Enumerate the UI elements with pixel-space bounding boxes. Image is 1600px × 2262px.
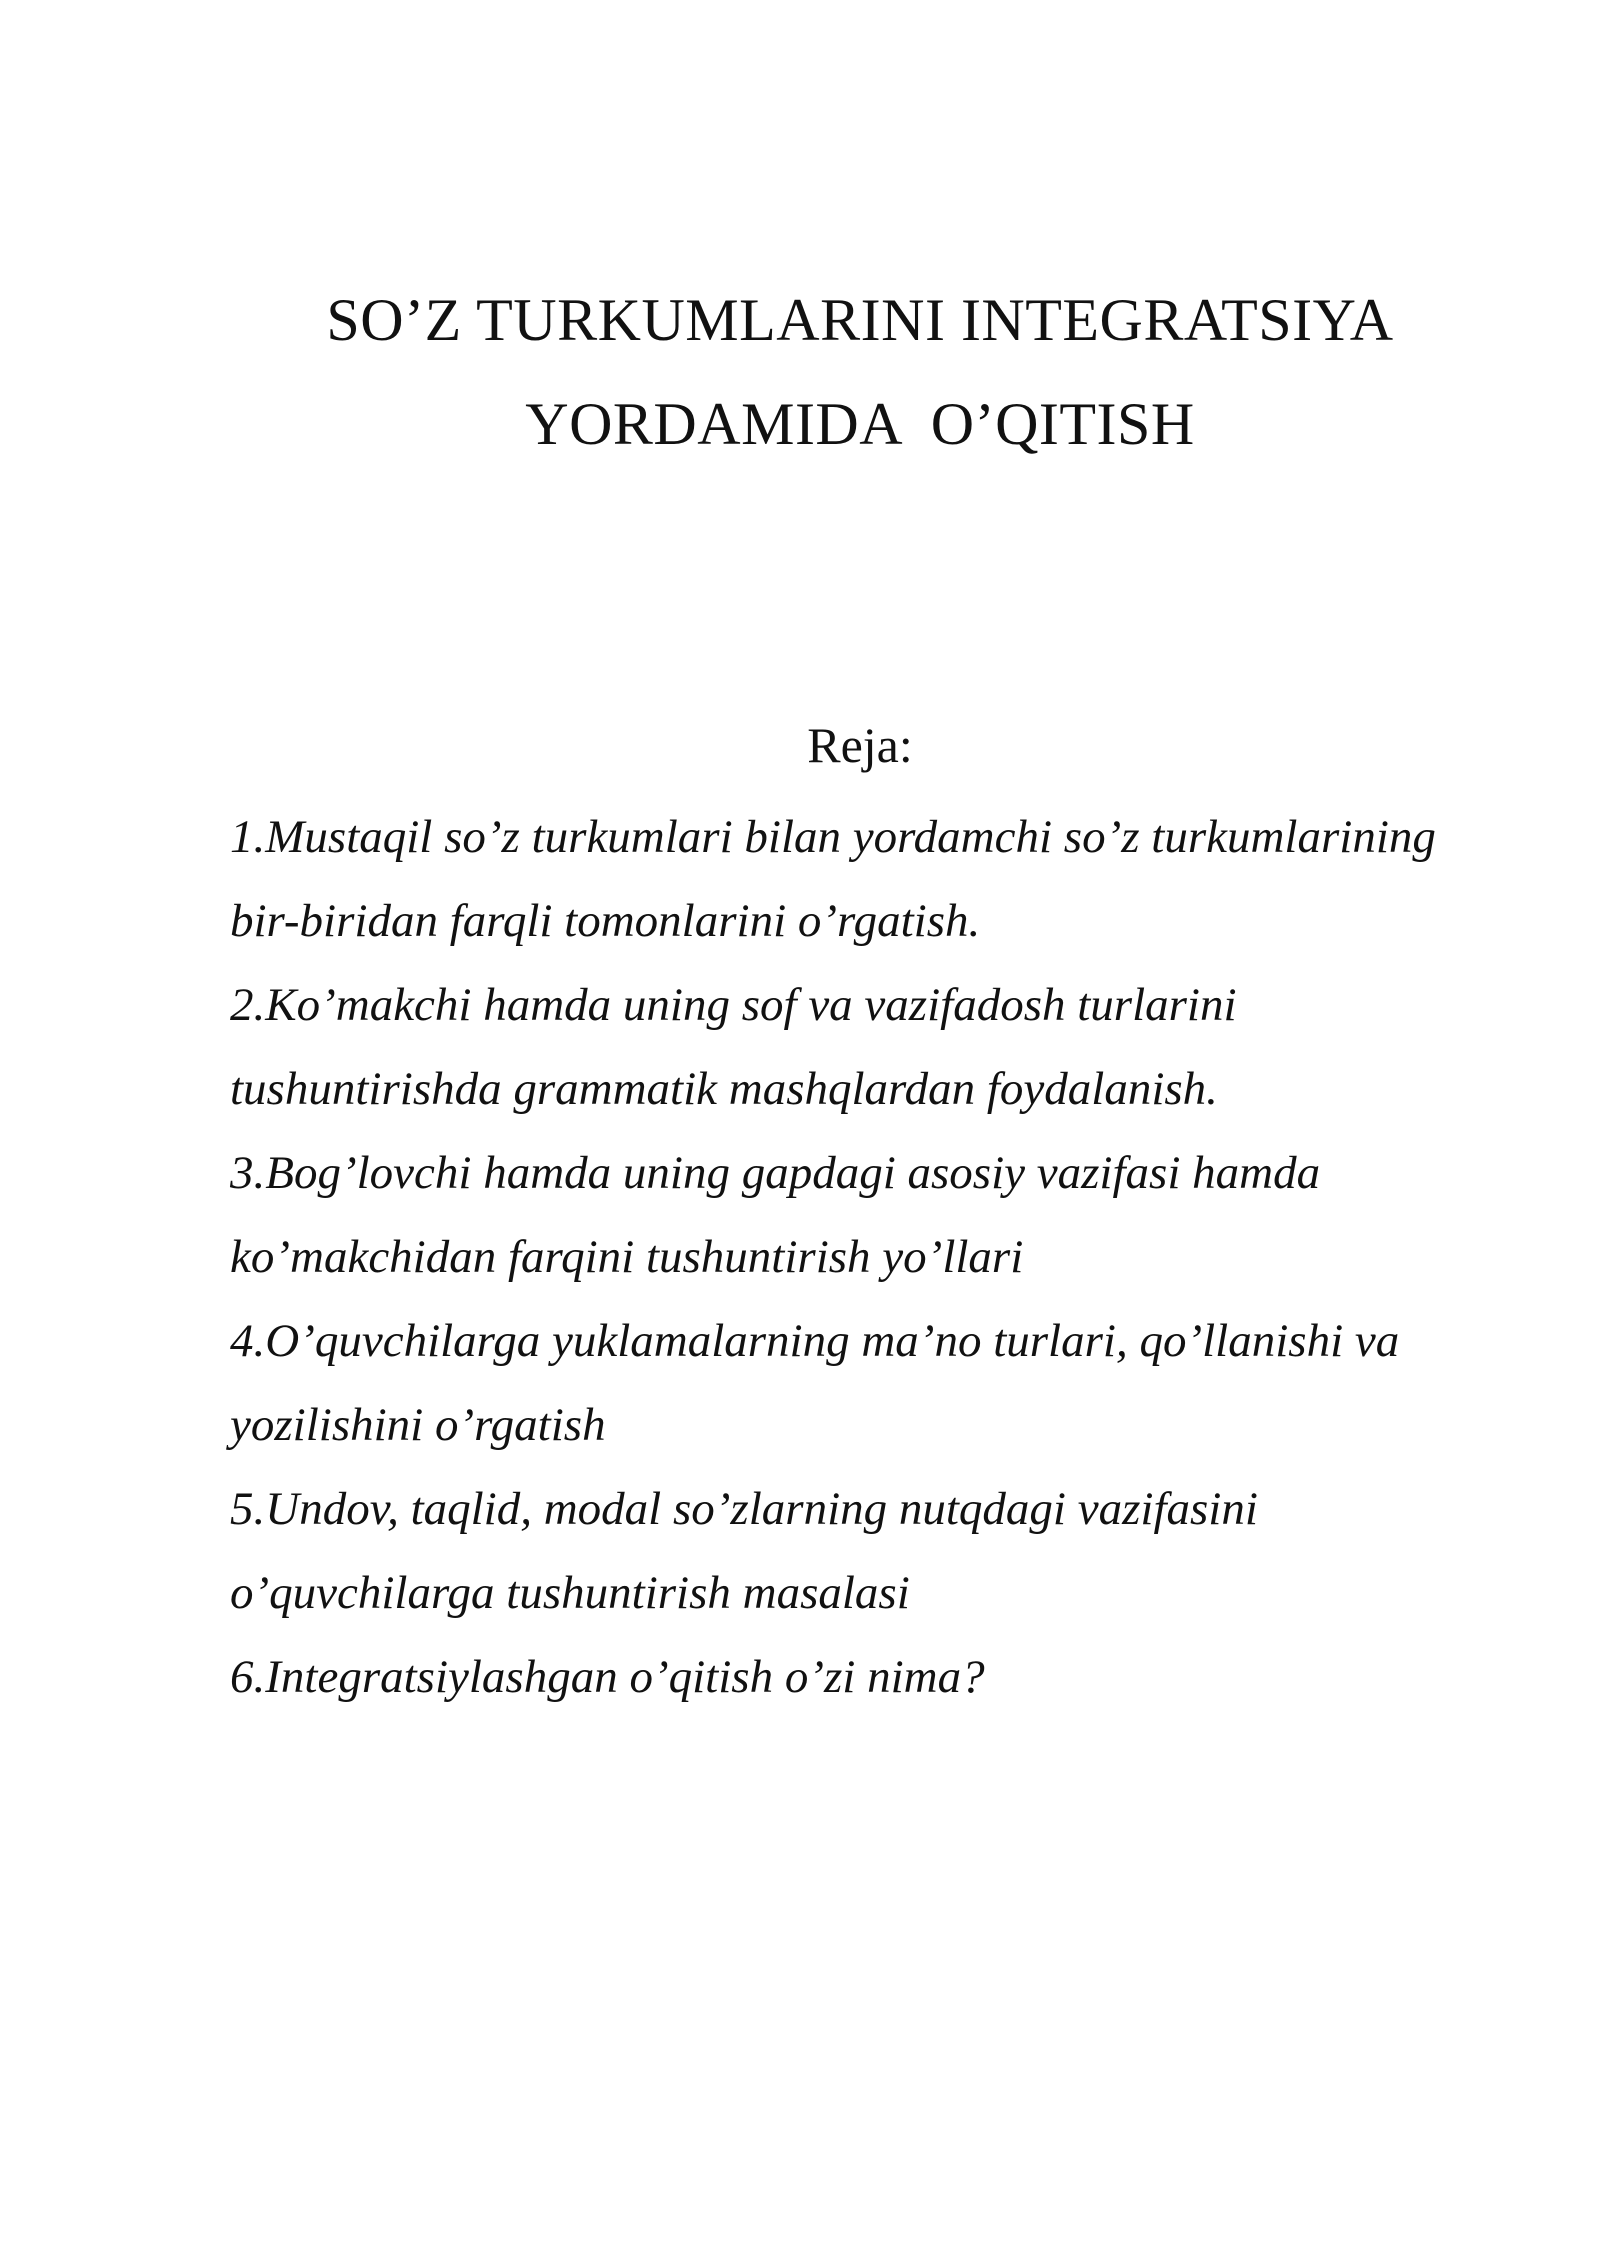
plan-item-line: 1.Mustaqil so’z turkumlari bilan yordamchi so’z turkumlarining [230, 811, 1436, 863]
plan-item-line: 3.Bog’lovchi hamda uning gapdagi asosiy vazifasi hamda [230, 1147, 1321, 1199]
plan-item-1 [230, 795, 1530, 963]
title-line: YORDAMIDA O’QITISH [525, 391, 1195, 457]
plan-item-line: 5.Undov, taqlid, modal so’zlarning nutqdagi vazifasini [230, 1483, 1258, 1535]
plan-heading: Reja: [807, 717, 913, 773]
document-title [230, 268, 1490, 476]
plan-item-4 [230, 1299, 1530, 1467]
plan-item-line: bir-biridan farqli tomonlarini o’rgatish. [230, 895, 981, 947]
plan-item-6 [230, 1635, 1530, 1719]
plan-item-line: 6.Integratsiylashgan o’qitish o’zi nima? [230, 1651, 985, 1703]
title-line: SO’Z TURKUMLARINI INTEGRATSIYA [326, 287, 1394, 353]
plan-item-line: ko’makchidan farqini tushuntirish yo’llari [230, 1231, 1024, 1283]
plan-list [230, 795, 1530, 1719]
plan-item-line: o’quvchilarga tushuntirish masalasi [230, 1567, 910, 1619]
plan-item-line: tushuntirishda grammatik mashqlardan foydalanish. [230, 1063, 1218, 1115]
plan-item-2 [230, 963, 1530, 1131]
plan-item-line: 4.O’quvchilarga yuklamalarning ma’no turlari, qo’llanishi va [230, 1315, 1400, 1367]
plan-item-line: 2.Ko’makchi hamda uning sof va vazifadosh turlarini [230, 979, 1237, 1031]
plan-item-line: yozilishini o’rgatish [230, 1399, 606, 1451]
plan-item-5 [230, 1467, 1530, 1635]
plan-item-3 [230, 1131, 1530, 1299]
